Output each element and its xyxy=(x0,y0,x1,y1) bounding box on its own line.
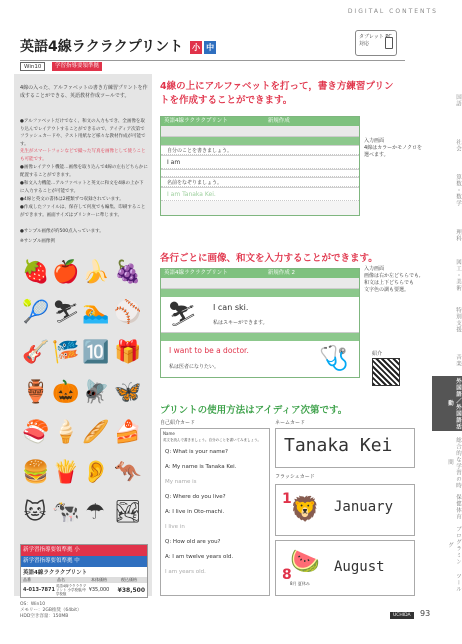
app-toolbar xyxy=(161,126,359,137)
tab-art[interactable]: 図工・美術 xyxy=(455,258,461,292)
curriculum-tag: 学習指導要領準拠 xyxy=(52,62,102,71)
elementary-badge: 小 xyxy=(192,42,201,52)
caption-name-card: ネームカード xyxy=(275,420,306,426)
tab-social[interactable]: 社会 xyxy=(455,138,461,152)
brand-logo: UCHIDA xyxy=(390,612,414,619)
koinobori-icon: 🎏 xyxy=(52,340,80,365)
tab-tools[interactable]: ツール xyxy=(455,572,461,593)
tab-japanese[interactable]: 国語 xyxy=(455,93,461,107)
headline-print-creation: 4線の上にアルファベットを打って，書き方練習プリントを作成することができます。 xyxy=(160,81,394,106)
strawberry-icon: 🍓 xyxy=(22,260,50,285)
ice-cream-icon: 🍦 xyxy=(52,420,80,445)
lion-dance-icon: 🦁 xyxy=(290,495,320,523)
app-toolbar xyxy=(161,278,359,289)
row-header xyxy=(161,333,359,341)
th-name: 品名 xyxy=(57,577,65,582)
worksheet-line: Q: How old are you? xyxy=(165,539,221,545)
name-card xyxy=(275,428,415,468)
hamburger-icon: 🍔 xyxy=(22,460,50,485)
flash-card-number: 1 xyxy=(282,491,292,507)
cake-icon: 🍰 xyxy=(114,420,142,445)
price-row-junior xyxy=(21,556,147,567)
umbrella-icon: ☂ xyxy=(85,500,105,525)
tab-foreign-language[interactable]: 外国語／外国語活動 xyxy=(432,376,462,431)
watermelon-icon: 🍉 xyxy=(290,547,320,575)
bullet-7: ●サンプル画像が約500点入っています。 xyxy=(20,229,104,234)
pumpkin-icon: 🎃 xyxy=(52,380,80,405)
product-title xyxy=(20,36,216,56)
bullet-4: ●和文入力機能…アルファベットと英文に和文を4線の上か下に入力することが可能です。 xyxy=(20,181,144,194)
bullet-2: 先生がスマートフォンなどで撮った写真を画像として使うことも可能です。 xyxy=(20,149,146,162)
flash-card-august xyxy=(275,540,415,596)
note-input-screen-2 xyxy=(364,266,428,294)
baseball-player-icon: ⚾ xyxy=(114,300,142,325)
os-tag: Win10 xyxy=(20,62,45,71)
worksheet-line: I am years old. xyxy=(165,569,206,575)
kangaroo-icon: 🦘 xyxy=(114,460,142,485)
app-titlebar xyxy=(161,117,359,126)
tablet-icon xyxy=(385,37,393,49)
worksheet-line: Q: What is your name? xyxy=(165,449,228,455)
headline-usage: プリントの使用方法はアイディア次第です。 xyxy=(160,405,348,416)
note-line: 入力画面 xyxy=(364,266,385,272)
note-line: 4線はカラーかモノクロを xyxy=(364,145,422,151)
flash-card-word: August xyxy=(334,559,385,575)
name-card-text: Tanaka Kei xyxy=(284,435,393,456)
row-doctor-japanese: 私は医者になりたい。 xyxy=(169,364,220,370)
row-3 xyxy=(161,169,359,177)
dragonfly-icon: 🪰 xyxy=(82,380,110,405)
app-title: 英語4線ラクラクプリント xyxy=(164,270,228,276)
row-4: 名前をなぞりましょう。 xyxy=(161,177,359,187)
headline-image-text: 各行ごとに画像、和文を入力することができます。 xyxy=(160,253,378,264)
intro-text: 4線の入った、アルファベットの書き方練習プリントを作成することができる、英語教材作成ツールです。 xyxy=(20,85,148,99)
row-ski-english: I can ski. xyxy=(213,303,249,312)
th-code: 品番 xyxy=(23,577,31,582)
bullet-3: ●画像レイアウト機能…画像を取り込んで4線の左右どちらかに配置することができます。 xyxy=(20,165,148,178)
tablet-pc-label: タブレット PC対応 xyxy=(359,34,392,47)
title-text: 英語4線ラクラクプリント xyxy=(20,39,184,55)
file-label: 新規作成 2 xyxy=(267,270,296,276)
worksheet-line: I live in xyxy=(165,524,185,530)
row-5: I am Tanaka Kei. xyxy=(161,187,359,201)
app-title: 英語4線ラクラクプリント xyxy=(164,118,228,124)
tab-music[interactable]: 音楽 xyxy=(455,353,461,367)
self-intro-worksheet xyxy=(160,428,270,596)
spec-notes xyxy=(20,602,148,620)
worksheet-lines xyxy=(161,443,269,582)
fries-icon: 🍟 xyxy=(52,460,80,485)
vase-icon: 🏺 xyxy=(22,380,50,405)
left-column xyxy=(14,74,152,619)
gift-icon: 🎁 xyxy=(114,340,142,365)
price-table-row xyxy=(21,583,147,597)
spec-note: メモリー：2GB推奨（64bit） xyxy=(20,608,82,613)
price-row-label: 新学習指導要領準拠 xyxy=(23,547,73,553)
row-header xyxy=(161,137,359,145)
screenshot-input-screen-1 xyxy=(160,116,360,216)
tablet-pc-badge xyxy=(355,30,397,56)
worksheet-line: My name is xyxy=(165,479,197,485)
tab-special-support[interactable]: 特別支援 xyxy=(455,307,461,333)
bullet-1: ●アルファベットだけでなく、和文の入力もでき、全画像を取り込んでレイアウトすることができるので、アイディア次第でフラッシュカードや、テスト用紙など様々な教材作成が可能です。 xyxy=(20,119,146,147)
tab-pe[interactable]: 保健体育 xyxy=(455,494,461,520)
product-desc: 英語4線ラクラクプリント 小学校版/中学校版 xyxy=(55,584,87,596)
product-code: 4-013-7871 xyxy=(23,587,55,593)
tab-science[interactable]: 理科 xyxy=(455,228,461,242)
guitar-icon: 🎸 xyxy=(22,340,50,365)
flash-card-sub: 8月 夏休み xyxy=(290,581,310,586)
spec-note: OS：Win10 xyxy=(20,602,46,607)
tab-programming[interactable]: プログラミング xyxy=(447,525,461,565)
note-line: 選べます。 xyxy=(364,152,389,158)
page-number: 93 xyxy=(420,609,431,618)
title-rule xyxy=(20,60,405,61)
skier-icon: ⛷ xyxy=(167,300,198,328)
landscape-icon: 🏞 xyxy=(114,500,142,525)
row-header xyxy=(161,289,359,297)
note-line: 和文は上下どちらでも xyxy=(364,280,414,286)
caption-self-intro: 自己紹介カード xyxy=(160,420,196,426)
note-input-screen-1 xyxy=(364,138,424,159)
note-line: 文字色の調も要選。 xyxy=(364,287,410,293)
row-doctor-english: I want to be a doctor. xyxy=(169,346,249,355)
swimmer-icon: 🏊 xyxy=(82,300,110,325)
caption-flash-card: フラッシュカード xyxy=(275,474,315,480)
apple-icon: 🍎 xyxy=(52,260,80,285)
banana-icon: 🍌 xyxy=(82,260,110,285)
price-table-head xyxy=(21,577,147,583)
butterfly-icon: 🦋 xyxy=(114,380,142,405)
skier-icon: ⛷ xyxy=(52,300,80,325)
row-1: 自分のことを書きましょう。 xyxy=(161,145,359,155)
file-label: 新規作成 xyxy=(267,118,290,124)
cow-icon: 🐄 xyxy=(52,500,80,525)
grapes-icon: 🍇 xyxy=(114,260,142,285)
screenshot-input-screen-2 xyxy=(160,268,360,378)
worksheet-line: A: I live in Oto-machi. xyxy=(165,509,225,515)
section-label: DIGITAL CONTENTS xyxy=(347,8,438,15)
cat-icon: 🐱 xyxy=(23,500,47,525)
worksheet-line: A: My name is Tanaka Kei. xyxy=(165,464,237,470)
tennis-player-icon: 🎾 xyxy=(22,300,50,325)
row-ski-japanese: 私はスキーができます。 xyxy=(213,320,268,326)
th-price: 本体価格 xyxy=(91,577,107,582)
qr-code[interactable] xyxy=(372,358,400,386)
app-titlebar xyxy=(161,269,359,278)
ear-icon: 👂 xyxy=(82,460,110,485)
price-product-name: 英語4線ラクラクプリント xyxy=(23,570,88,576)
worksheet-head: Name xyxy=(163,431,175,436)
bullet-6: ●作成したファイルは、保存して何度でも編集、印刷することができます。画面サイズはプリンターに準じます。 xyxy=(20,205,146,218)
price-row-badge: 中 xyxy=(74,558,80,564)
price-row-badge: 小 xyxy=(74,547,80,553)
product-price: ¥35,000 xyxy=(88,587,110,593)
price-row-elementary xyxy=(21,545,147,556)
doctor-icon: 🩺 xyxy=(319,344,349,372)
flash-card-word: January xyxy=(334,499,394,515)
tab-math[interactable]: 算数・数学 xyxy=(455,173,461,207)
flash-card-january xyxy=(275,484,415,536)
worksheet-intro: 英文を読んで書きましょう。自分のことを書いてみましょう。 xyxy=(163,438,261,442)
row-ski xyxy=(161,297,359,333)
worksheet-line: Q: Where do you live? xyxy=(165,494,226,500)
bullet-5: ●4線と英文の書体は2種類ずつ収録されています。 xyxy=(20,197,124,202)
bread-icon: 🥖 xyxy=(82,420,110,445)
product-price-tax: ¥38,500 xyxy=(117,586,145,594)
flash-card-number: 8 xyxy=(282,567,292,583)
note-line: 画像は右か左どちらでも, xyxy=(364,273,421,279)
sushi-icon: 🍣 xyxy=(22,420,50,445)
price-box xyxy=(20,544,148,598)
worksheet-line: A: I am twelve years old. xyxy=(165,554,234,560)
row-2: I am xyxy=(161,155,359,169)
junior-high-badge: 中 xyxy=(206,42,215,52)
tab-integrated-study[interactable]: 総合的な学習の時間 xyxy=(447,436,461,489)
row-doctor xyxy=(161,341,359,377)
th-price-tax: 税込価格 xyxy=(121,577,137,582)
note-line: 入力画面 xyxy=(364,138,385,144)
sample-caption: ※サンプル画像例 xyxy=(20,239,55,244)
qr-label: 紹介 xyxy=(372,351,383,357)
spec-note: HDD空き容量：150MB xyxy=(20,614,69,619)
price-row-label: 新学習指導要領準拠 xyxy=(23,558,73,564)
calendar-10-icon: 🔟 xyxy=(82,340,110,365)
